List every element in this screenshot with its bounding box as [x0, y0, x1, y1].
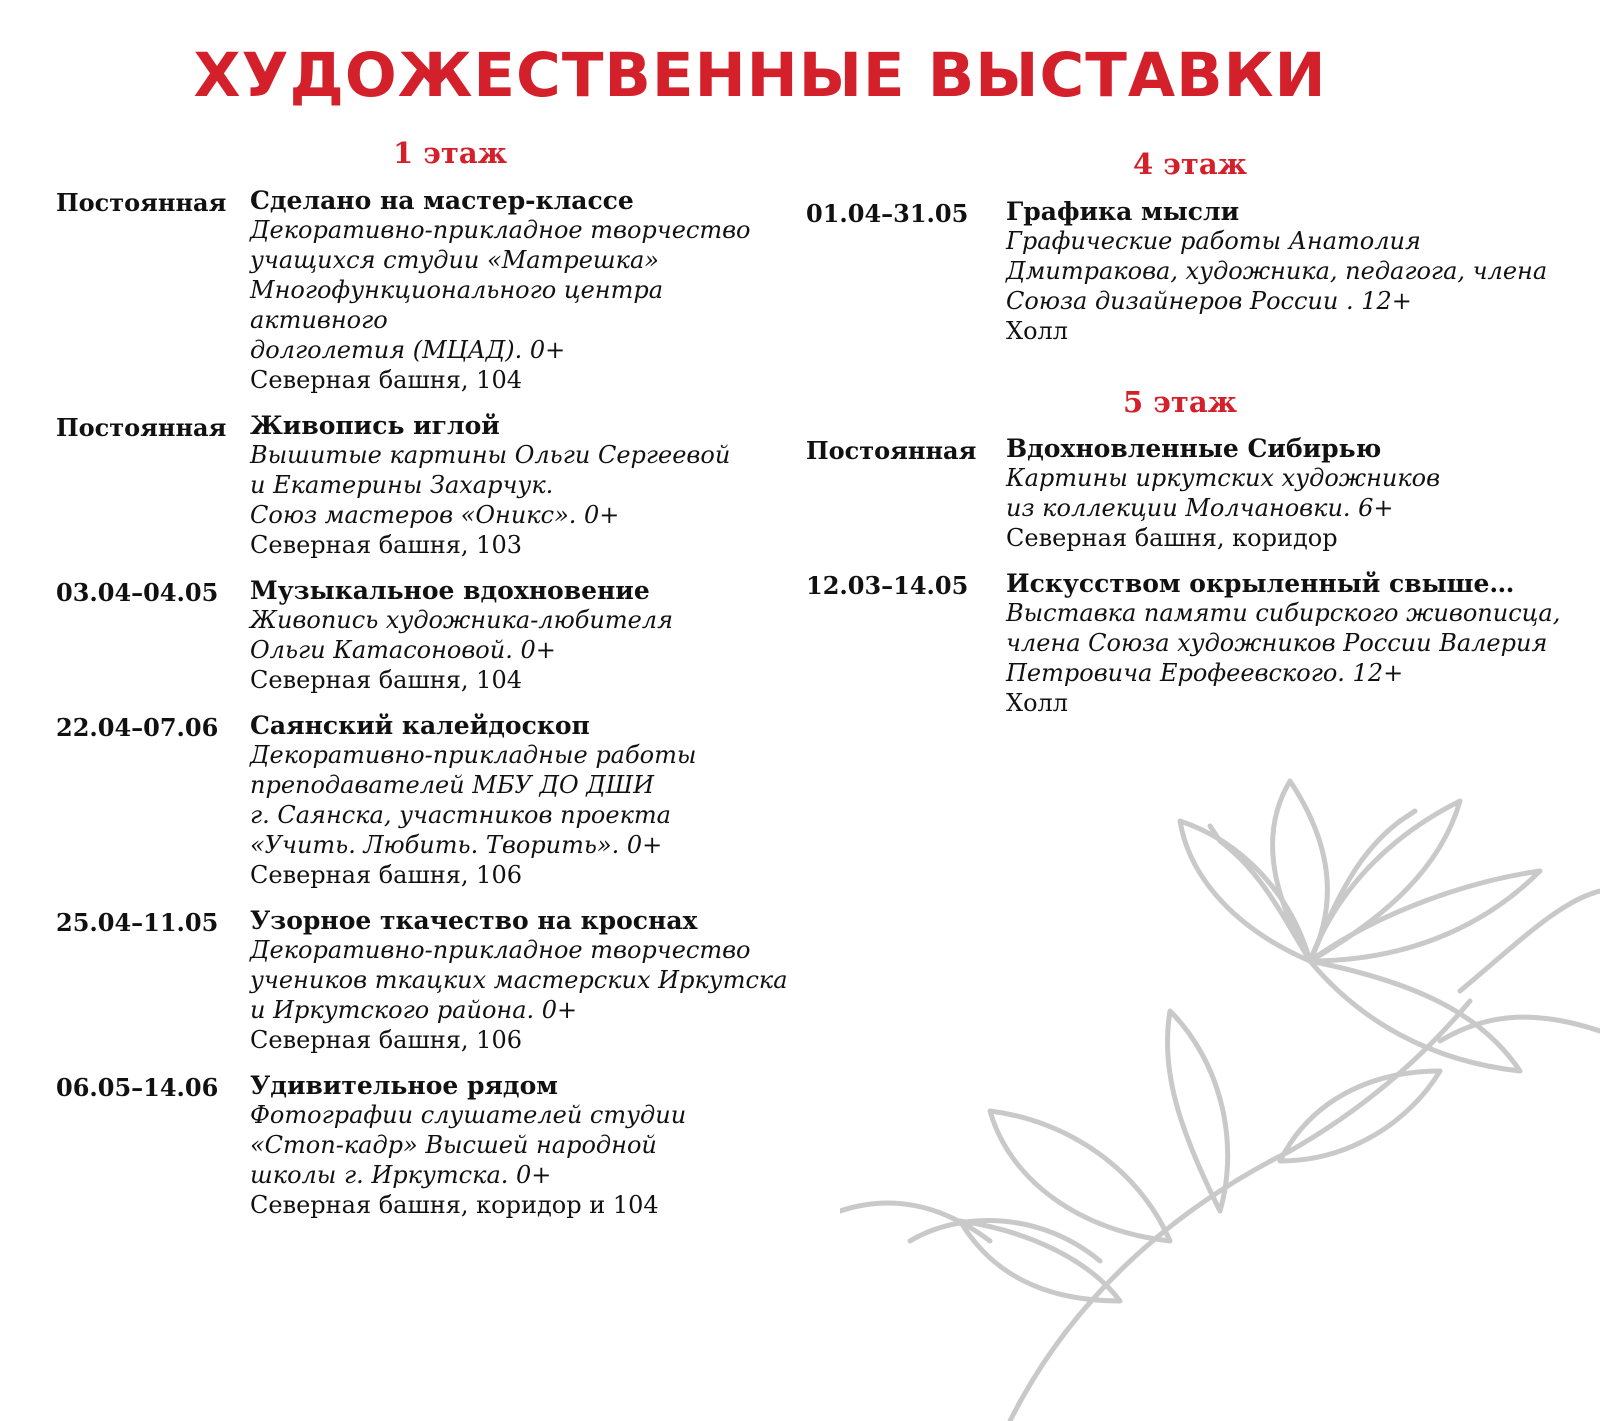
- entry-desc-line: г. Саянска, участников проекта: [250, 801, 671, 829]
- entry-desc-line: Декоративно-прикладное творчество: [250, 936, 751, 964]
- entry-desc-line: из коллекции Молчановки. 6+: [1006, 494, 1394, 522]
- entry-desc-line: и Екатерины Захарчук.: [250, 471, 554, 499]
- entry-desc-line: Живопись художника-любителя: [250, 606, 673, 634]
- entry-info: [1006, 197, 1576, 346]
- entry-desc-line: учеников ткацких мастерских Иркутска: [250, 966, 788, 994]
- entry-desc-line: Графические работы Анатолия: [1006, 227, 1421, 255]
- floor-1-list: [56, 186, 806, 1236]
- floor-4-list: [806, 197, 1576, 362]
- entry-location: Северная башня, коридор и 104: [250, 1191, 659, 1219]
- entry-title: Саянский калейдоскоп: [250, 711, 590, 740]
- entry-date: 22.04–07.06: [56, 713, 219, 742]
- exhibition-entry: [806, 197, 1576, 346]
- entry-info: [1006, 434, 1576, 553]
- entry-date: 01.04–31.05: [806, 199, 969, 228]
- page-title: ХУДОЖЕСТВЕННЫЕ ВЫСТАВКИ: [193, 40, 1327, 111]
- floor-4-heading: 4 этаж: [1133, 147, 1247, 181]
- entry-desc-line: Союза дизайнеров России . 12+: [1006, 287, 1412, 315]
- entry-info: [250, 906, 806, 1055]
- entry-desc-line: «Стоп-кадр» Высшей народной: [250, 1131, 657, 1159]
- entry-info: [250, 711, 806, 890]
- entry-location: Холл: [1006, 689, 1069, 717]
- entry-desc-line: Вышитые картины Ольги Сергеевой: [250, 441, 731, 469]
- entry-info: [250, 186, 806, 395]
- floor-5-list: [806, 434, 1576, 734]
- entry-location: Северная башня, 106: [250, 861, 522, 889]
- entry-title: Музыкальное вдохновение: [250, 576, 650, 605]
- entry-desc-line: Картины иркутских художников: [1006, 464, 1441, 492]
- entry-desc-line: Выставка памяти сибирского живописца,: [1006, 599, 1561, 627]
- entry-location: Северная башня, 104: [250, 666, 522, 694]
- exhibition-entry: [56, 186, 806, 395]
- floor-1-heading: 1 этаж: [393, 136, 507, 170]
- floor-5-heading: 5 этаж: [1123, 385, 1237, 419]
- entry-location: Холл: [1006, 317, 1069, 345]
- entry-desc-line: преподавателей МБУ ДО ДШИ: [250, 771, 655, 799]
- lily-illustration: [840, 741, 1600, 1421]
- entry-title: Сделано на мастер-классе: [250, 186, 634, 215]
- exhibition-entry: [56, 906, 806, 1055]
- entry-desc-line: Многофункционального центра активного: [250, 276, 664, 334]
- entry-desc-line: Петровича Ерофеевского. 12+: [1006, 659, 1404, 687]
- entry-title: Графика мысли: [1006, 197, 1240, 226]
- entry-date: Постоянная: [56, 188, 227, 217]
- entry-location: Северная башня, 103: [250, 531, 522, 559]
- exhibition-entry: [56, 711, 806, 890]
- entry-desc-line: Ольги Катасоновой. 0+: [250, 636, 556, 664]
- entry-info: [250, 576, 806, 695]
- exhibition-entry: [56, 576, 806, 695]
- entry-date: 03.04–04.05: [56, 578, 219, 607]
- entry-info: [1006, 569, 1576, 718]
- entry-desc-line: школы г. Иркутска. 0+: [250, 1161, 552, 1189]
- entry-title: Удивительное рядом: [250, 1071, 558, 1100]
- entry-location: Северная башня, 106: [250, 1026, 522, 1054]
- entry-date: Постоянная: [56, 413, 227, 442]
- entry-desc-line: Декоративно-прикладное творчество: [250, 216, 751, 244]
- entry-location: Северная башня, коридор: [1006, 524, 1338, 552]
- entry-date: Постоянная: [806, 436, 977, 465]
- entry-info: [250, 411, 806, 560]
- entry-desc-line: члена Союза художников России Валерия: [1006, 629, 1548, 657]
- entry-title: Живопись иглой: [250, 411, 500, 440]
- entry-info: [250, 1071, 806, 1220]
- exhibition-entry: [56, 1071, 806, 1220]
- entry-location: Северная башня, 104: [250, 366, 522, 394]
- entry-date: 12.03–14.05: [806, 571, 969, 600]
- entry-desc-line: Декоративно-прикладные работы: [250, 741, 697, 769]
- entry-title: Вдохновленные Сибирью: [1006, 434, 1382, 463]
- entry-title: Искусством окрыленный свыше…: [1006, 569, 1515, 598]
- exhibition-entry: [806, 434, 1576, 553]
- entry-desc-line: и Иркутского района. 0+: [250, 996, 578, 1024]
- entry-title: Узорное ткачество на кроснах: [250, 906, 698, 935]
- entry-desc-line: долголетия (МЦАД). 0+: [250, 336, 566, 364]
- entry-date: 25.04–11.05: [56, 908, 219, 937]
- exhibition-entry: [56, 411, 806, 560]
- entry-desc-line: Дмитракова, художника, педагога, члена: [1006, 257, 1548, 285]
- entry-desc-line: Фотографии слушателей студии: [250, 1101, 687, 1129]
- entry-date: 06.05–14.06: [56, 1073, 219, 1102]
- entry-desc-line: Союз мастеров «Оникс». 0+: [250, 501, 620, 529]
- entry-desc-line: «Учить. Любить. Творить». 0+: [250, 831, 663, 859]
- exhibition-entry: [806, 569, 1576, 718]
- entry-desc-line: учащихся студии «Матрешка»: [250, 246, 659, 274]
